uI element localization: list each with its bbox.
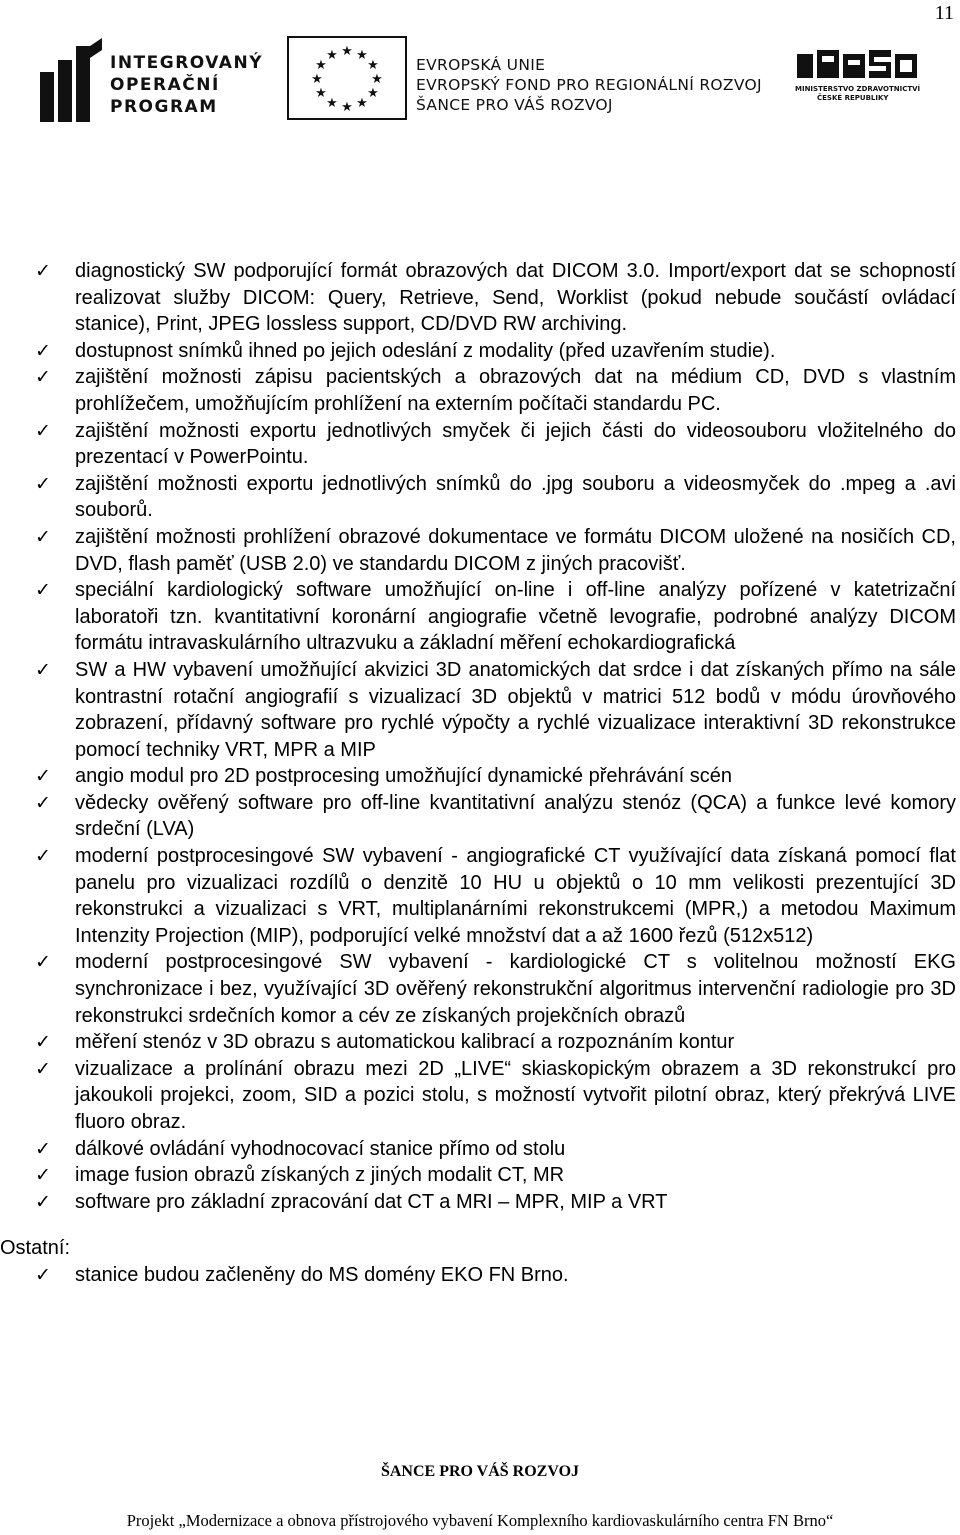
svg-text:★: ★ xyxy=(356,48,368,63)
svg-text:★: ★ xyxy=(367,86,379,101)
list-item xyxy=(0,524,960,577)
list-item xyxy=(0,577,960,657)
mz-logo xyxy=(795,48,925,108)
list-item-text: stanice budou začleněny do MS domény EKO FN Brno. xyxy=(75,1263,569,1286)
list-item-text: dálkové ovládání vyhodnocovací stanice přímo od stolu xyxy=(75,1137,566,1160)
list-item-text: image fusion obrazů získaných z jiných modalit CT, MR xyxy=(75,1164,565,1187)
check-icon: ✓ xyxy=(35,1057,51,1080)
list-item-text: moderní postprocesingové SW vybavení - angiografické CT využívající data získaná pomocí flat panelu pro vizualizaci rozdílů o denzitě 10 HU u objektů o 10 mm velikosti prezentující 3D rekonstrukci a vizualizaci s VRT, multiplanárními rekonstrukcemi (MPR,) a metodou Maximum Intenzity Projection (MIP), podporující velké množství dat a až 1600 řezů (512x512) xyxy=(75,845,956,947)
svg-text:★: ★ xyxy=(341,100,353,115)
list-item-text: vizualizace a prolínání obrazu mezi 2D „LIVE“ skiaskopickým obrazem a 3D rekonstrukcí pro jakoukoli projekci, zoom, SID a pozici stolu, s možností vytvořit pilotní obraz, který překrývá LIVE fluoro obraz. xyxy=(75,1057,956,1133)
svg-text:★: ★ xyxy=(326,96,338,111)
document-body xyxy=(0,258,960,1289)
list-item-text: zajištění možnosti exportu jednotlivých snímků do .jpg souboru a videosmyček do .mpeg a .avi souborů. xyxy=(75,472,956,522)
list-item-text: diagnostický SW podporující formát obrazových dat DICOM 3.0. Import/export dat se schopností realizovat služby DICOM: Query, Retrieve, Send, Worklist (pokud nebude součástí ovládací stanice), Print, JPEG lossless support, CD/DVD RW archiving. xyxy=(75,260,956,336)
mz-line-1: MINISTERSTVO ZDRAVOTNICTVÍ xyxy=(795,85,921,93)
svg-text:★: ★ xyxy=(311,72,323,87)
check-icon: ✓ xyxy=(35,845,51,868)
iop-line-2: OPERAČNÍ xyxy=(110,75,220,95)
list-item xyxy=(0,1029,960,1056)
list-item-text: měření stenóz v 3D obrazu s automatickou kalibrací a rozpoznáním kontur xyxy=(75,1031,735,1054)
check-icon: ✓ xyxy=(35,366,51,389)
list-item xyxy=(0,843,960,949)
check-icon: ✓ xyxy=(35,1190,51,1213)
check-icon: ✓ xyxy=(35,951,51,974)
list-item-text: software pro základní zpracování dat CT a MRI – MPR, MIP a VRT xyxy=(75,1190,668,1213)
check-icon: ✓ xyxy=(35,1031,51,1054)
list-item xyxy=(0,364,960,417)
list-item xyxy=(0,258,960,338)
list-item xyxy=(0,1136,960,1163)
list-item xyxy=(0,790,960,843)
list-item xyxy=(0,471,960,524)
other-list xyxy=(0,1262,960,1289)
svg-text:★: ★ xyxy=(356,96,368,111)
list-item xyxy=(0,1056,960,1136)
iop-line-1: INTEGROVANÝ xyxy=(110,53,263,73)
list-item-text: zajištění možnosti exportu jednotlivých smyček či jejich části do videosouboru vložitelného do prezentací v PowerPointu. xyxy=(75,419,956,469)
list-item xyxy=(0,338,960,365)
check-icon: ✓ xyxy=(35,658,51,681)
list-item-text: vědecky ověřený software pro off-line kvantitativní analýzu stenóz (QCA) a funkce levé komory srdeční (LVA) xyxy=(75,791,956,841)
list-item-text: zajištění možnosti prohlížení obrazové dokumentace ve formátu DICOM uložené na nosičích CD, DVD, flash paměť (USB 2.0) ve standardu DICOM z jiných pracovišť. xyxy=(75,525,956,575)
check-icon: ✓ xyxy=(35,791,51,814)
eu-line-3: ŠANCE PRO VÁŠ ROZVOJ xyxy=(416,96,613,114)
iop-emblem-icon xyxy=(40,38,102,122)
other-section-label: Ostatní: xyxy=(0,1237,71,1260)
list-item xyxy=(0,1162,960,1189)
list-item-text: dostupnost snímků ihned po jejich odeslání z modality (před uzavřením studie). xyxy=(75,339,776,362)
svg-text:★: ★ xyxy=(326,48,338,63)
check-icon: ✓ xyxy=(35,1263,51,1286)
iop-text xyxy=(110,52,263,118)
iop-logo xyxy=(40,38,263,122)
mz-text xyxy=(795,85,925,103)
check-icon: ✓ xyxy=(35,765,51,788)
check-icon: ✓ xyxy=(35,525,51,548)
eu-line-1: EVROPSKÁ UNIE xyxy=(416,56,546,74)
svg-text:★: ★ xyxy=(341,44,353,59)
requirements-list xyxy=(0,258,960,1215)
footer-slogan: ŠANCE PRO VÁŠ ROZVOJ xyxy=(380,1463,580,1480)
eu-flag-icon xyxy=(287,36,407,120)
list-item xyxy=(0,763,960,790)
list-item-text: angio modul pro 2D postprocesing umožňující dynamické přehrávání scén xyxy=(75,765,733,788)
check-icon: ✓ xyxy=(35,419,51,442)
list-item xyxy=(0,418,960,471)
list-item-text: speciální kardiologický software umožňující on-line i off-line analýzy pořízené v katetrizační laboratoři tzn. kvantitativní koronární angiografie včetně levografie, podrobné analýzy DICOM formátu intravaskulárního ultrazvuku a základní měření echokardiografická xyxy=(75,579,956,655)
mz-line-2: ČESKÉ REPUBLIKY xyxy=(817,94,889,102)
list-item-text: moderní postprocesingové SW vybavení - kardiologické CT s volitelnou možností EKG synchronizace i bez, využívající 3D ověřený rekonstrukční algoritmus intervenční radiologie pro 3D rekonstrukci srdečních komor a cév ze získaných projekčních obrazů xyxy=(75,951,956,1027)
svg-text:★: ★ xyxy=(367,58,379,73)
list-item-text: zajištění možnosti zápisu pacientských a obrazových dat na médium CD, DVD s vlastním prohlížečem, umožňujícím prohlížení na externím počítači standardu PC. xyxy=(75,366,956,415)
list-item xyxy=(0,657,960,763)
eu-line-2: EVROPSKÝ FOND PRO REGIONÁLNÍ ROZVOJ xyxy=(416,76,762,94)
svg-text:★: ★ xyxy=(315,86,327,101)
check-icon: ✓ xyxy=(35,339,51,362)
check-icon: ✓ xyxy=(35,1164,51,1187)
check-icon: ✓ xyxy=(35,472,51,495)
eu-text xyxy=(416,55,762,115)
check-icon: ✓ xyxy=(35,260,51,282)
list-item-text: SW a HW vybavení umožňující akvizici 3D anatomických dat srdce i dat získaných přímo na sále kontrastní rotační angiografií s vizualizací 3D objektů v matrici 512 bodů v módu úrovňového zobrazení, přídavný software pro rychlé výpočty a rychlé vizualizace interaktivní 3D rekonstrukce pomocí techniky VRT, MPR a MIP xyxy=(75,658,956,761)
mz-emblem-icon xyxy=(795,48,925,82)
svg-text:★: ★ xyxy=(371,72,383,87)
iop-line-3: PROGRAM xyxy=(110,97,218,117)
list-item xyxy=(0,1262,960,1289)
list-item xyxy=(0,949,960,1029)
check-icon: ✓ xyxy=(35,579,51,602)
list-item xyxy=(0,1189,960,1216)
svg-text:★: ★ xyxy=(315,58,327,73)
check-icon: ✓ xyxy=(35,1137,51,1160)
page-number: 11 xyxy=(934,2,954,24)
footer-project-name: Projekt „Modernizace a obnova přístrojového vybavení Komplexního kardiovaskulárního centra FN Brno“ xyxy=(126,1511,834,1530)
